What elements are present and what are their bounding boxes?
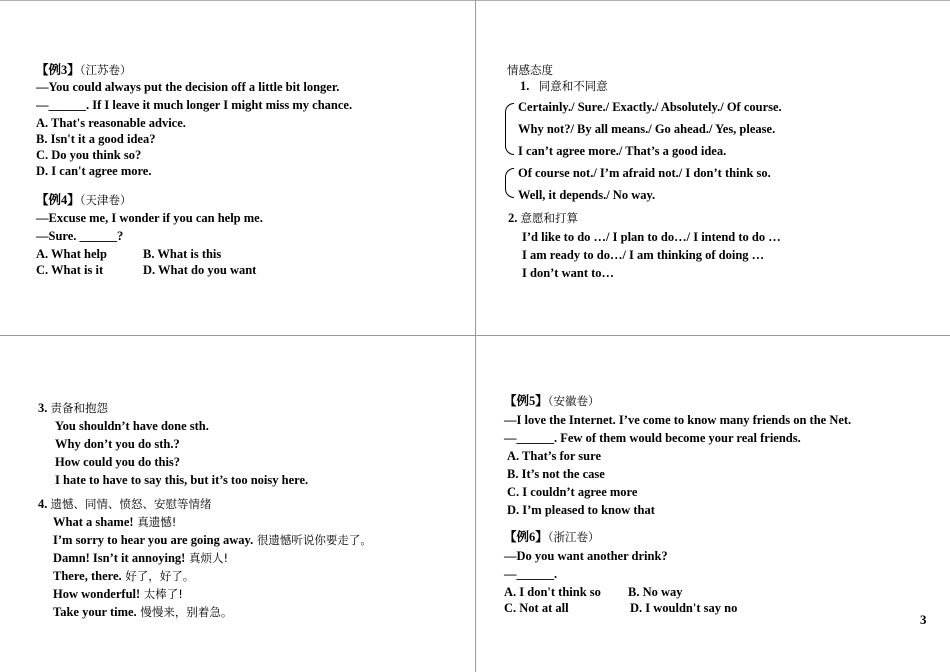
example-3-source: （江苏卷）: [79, 63, 132, 77]
example-3-question-line-1: —You could always put the decision off a little bit longer.: [36, 80, 340, 94]
section-heading-emotions: 情感态度: [507, 63, 553, 77]
blame-phrase-3: How could you do this?: [55, 455, 181, 469]
emotion-phrase-1: [53, 514, 176, 530]
subsection-1-number: 1.: [520, 79, 530, 93]
subsection-2-label: 意愿和打算: [520, 211, 578, 225]
emotion-phrase-6-en: Take your time.: [53, 605, 137, 619]
subsection-4-heading: [38, 496, 212, 512]
example-4-source: （天津卷）: [79, 193, 132, 207]
emotion-phrase-6: [53, 604, 232, 620]
emotion-phrase-4-cn: 好了，好了。: [121, 569, 195, 583]
example-4-option-c: C. What is it: [36, 263, 104, 277]
disagree-phrase-1: Of course not./ I’m afraid not./ I don’t think so.: [518, 166, 771, 180]
example-3-heading: [36, 62, 132, 78]
intent-phrase-3: I don’t want to…: [522, 266, 615, 280]
example-5-option-d: D. I’m pleased to know that: [507, 503, 655, 517]
example-6-option-c: C. Not at all: [504, 601, 569, 615]
emotion-phrase-4-en: There, there.: [53, 569, 122, 583]
example-5-option-a: A. That’s for sure: [507, 449, 601, 463]
subsection-3-number: 3.: [38, 401, 48, 415]
example-6-question-line-1: —Do you want another drink?: [504, 549, 668, 563]
emotion-phrase-6-cn: 慢慢来，别着急。: [136, 605, 233, 619]
example-4-option-b: B. What is this: [143, 247, 222, 261]
example-3-option-c: C. Do you think so?: [36, 148, 142, 162]
example-3-option-b: B. Isn't it a good idea?: [36, 132, 156, 146]
emotion-phrase-3-en: Damn! Isn’t it annoying!: [53, 551, 186, 565]
example-5-option-b: B. It’s not the case: [507, 467, 605, 481]
disagree-phrase-2: Well, it depends./ No way.: [518, 188, 656, 202]
example-6-question-line-2: —______.: [504, 567, 558, 581]
emotion-phrase-5-en: How wonderful!: [53, 587, 141, 601]
emotion-phrase-3-cn: 真烦人!: [185, 551, 229, 565]
subsection-1-label: 同意和不同意: [538, 79, 608, 93]
example-6-source: （浙江卷）: [547, 530, 600, 544]
example-4-question-line-2: —Sure. ______?: [36, 229, 124, 243]
horizontal-divider: [0, 335, 950, 336]
blame-phrase-2: Why don’t you do sth.?: [55, 437, 180, 451]
emotion-phrase-1-cn: 真遗憾!: [133, 515, 177, 529]
example-4-option-a: A. What help: [36, 247, 107, 261]
example-6-option-a: A. I don't think so: [504, 585, 601, 599]
subsection-2-heading: [508, 210, 578, 226]
example-5-heading: [504, 393, 600, 409]
emotion-phrase-2-cn: 很遗憾听说你要走了。: [253, 533, 372, 547]
subsection-4-number: 4.: [38, 497, 48, 511]
blame-phrase-1: You shouldn’t have done sth.: [55, 419, 209, 433]
blame-phrase-4: I hate to have to say this, but it’s too noisy here.: [55, 473, 309, 487]
emotion-phrase-5-cn: 太棒了!: [140, 587, 183, 601]
emotion-phrase-1-en: What a shame!: [53, 515, 134, 529]
emotion-phrase-4: [53, 568, 194, 584]
example-6-option-b: B. No way: [628, 585, 683, 599]
agree-phrase-1: Certainly./ Sure./ Exactly./ Absolutely./ Of course.: [518, 100, 782, 114]
subsection-4-label: 遗憾、同情、愤怒、安慰等情绪: [50, 497, 212, 511]
emotion-phrase-5: [53, 586, 183, 602]
emotion-phrase-2: [53, 532, 372, 548]
example-5-title: 【例5】: [504, 394, 548, 408]
page-number: 3: [920, 612, 927, 627]
subsection-2-number: 2.: [508, 211, 518, 225]
example-6-option-d: D. I wouldn't say no: [630, 601, 738, 615]
example-3-option-a: A. That's reasonable advice.: [36, 116, 186, 130]
agree-brace-icon: [505, 103, 514, 155]
intent-phrase-1: I’d like to do …/ I plan to do…/ I intend to do …: [522, 230, 781, 244]
emotion-phrase-2-en: I’m sorry to hear you are going away.: [53, 533, 254, 547]
example-4-question-line-1: —Excuse me, I wonder if you can help me.: [36, 211, 263, 225]
subsection-3-heading: [38, 400, 108, 416]
subsection-3-label: 责备和抱怨: [50, 401, 108, 415]
emotion-phrase-3: [53, 550, 228, 566]
vertical-divider: [475, 0, 476, 672]
subsection-1-heading: [520, 78, 608, 94]
example-5-source: （安徽卷）: [547, 394, 600, 408]
example-6-heading: [504, 529, 600, 545]
example-3-title: 【例3】: [36, 63, 80, 77]
agree-phrase-2: Why not?/ By all means./ Go ahead./ Yes, please.: [518, 122, 776, 136]
example-6-title: 【例6】: [504, 530, 548, 544]
example-4-title: 【例4】: [36, 193, 80, 207]
example-4-heading: [36, 192, 132, 208]
example-4-option-d: D. What do you want: [143, 263, 257, 277]
disagree-brace-icon: [505, 168, 514, 198]
example-3-option-d: D. I can't agree more.: [36, 164, 152, 178]
agree-phrase-3: I can’t agree more./ That’s a good idea.: [518, 144, 727, 158]
example-5-question-line-1: —I love the Internet. I’ve come to know many friends on the Net.: [504, 413, 852, 427]
example-3-question-line-2: —______. If I leave it much longer I might miss my chance.: [36, 98, 353, 112]
example-5-option-c: C. I couldn’t agree more: [507, 485, 638, 499]
intent-phrase-2: I am ready to do…/ I am thinking of doing …: [522, 248, 765, 262]
example-5-question-line-2: —______. Few of them would become your real friends.: [504, 431, 801, 445]
